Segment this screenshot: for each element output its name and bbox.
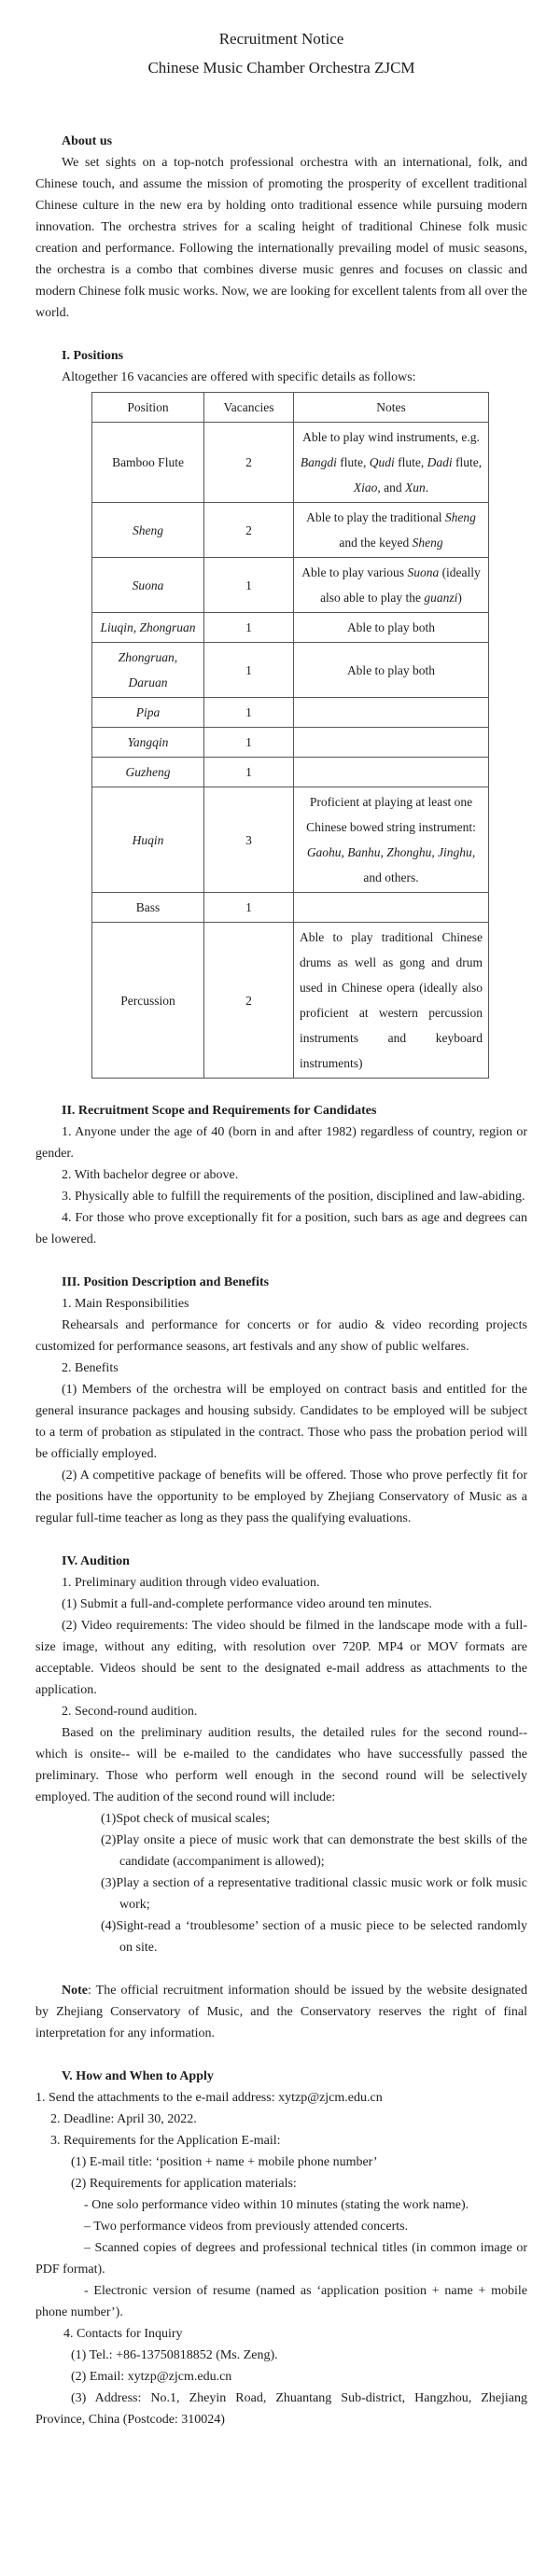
note-label: Note — [62, 1984, 88, 1998]
vacancies-cell: 1 — [204, 558, 294, 613]
table-row — [92, 893, 489, 923]
apply-item-requirements: 3. Requirements for the Application E-mail: — [50, 2134, 281, 2148]
vacancies-cell: 1 — [204, 893, 294, 923]
notes-cell — [294, 893, 489, 923]
position-cell: Huqin — [92, 787, 204, 893]
header-notes: Notes — [294, 393, 489, 423]
notes-cell: Able to play the traditional Sheng and the keyed Sheng — [294, 503, 489, 558]
table-row — [92, 758, 489, 787]
audition-checklist-item: (2)Play onsite a piece of music work that can demonstrate the best skills of the candidate (accompaniment is allowed); — [101, 1833, 527, 1869]
material-item: - One solo performance video within 10 minutes (stating the work name). — [84, 2198, 469, 2212]
table-row — [92, 503, 489, 558]
section3-heading: III. Position Description and Benefits — [62, 1275, 270, 1289]
header-position: Position — [92, 393, 204, 423]
section3-item: (1) Members of the orchestra will be employed on contract basis and entitled for the general insurance packages and housing subsidy. Candidates to be employed will be subject to a term of probation as stipulated in the contract. Those who pass the probation period will be officially employed. — [35, 1383, 527, 1461]
vacancies-cell: 1 — [204, 643, 294, 698]
section3-item: 2. Benefits — [62, 1361, 119, 1375]
audition-checklist-item: (1)Spot check of musical scales; — [101, 1812, 271, 1826]
section4-item: 2. Second-round audition. — [62, 1705, 198, 1719]
section5-heading: V. How and When to Apply — [62, 2069, 214, 2083]
positions-table — [91, 392, 489, 1079]
note-paragraph — [35, 1980, 527, 2044]
notes-cell: Able to play various Suona (ideally also able to play the guanzi) — [294, 558, 489, 613]
about-paragraph: We set sights on a top-notch professional orchestra with an international, folk, and Chinese touch, and assume the mission of promoting the prosperity of excellent traditional Chinese culture in the new era by holding onto traditional essence while pursuing modern innovation. The orchestra strives for a scaling height of traditional Chinese folk music creation and performance. Following the internationally prevailing model of music seasons, the orchestra is a combo that combines diverse music genres and focuses on classic and modern Chinese folk music works. Now, we are looking for excellent talents from all over the world. — [35, 156, 527, 320]
position-cell: Bamboo Flute — [92, 423, 204, 503]
section2-item: 1. Anyone under the age of 40 (born in and after 1982) regardless of country, region or gender. — [35, 1125, 527, 1161]
position-cell: Zhongruan, Daruan — [92, 643, 204, 698]
table-row — [92, 698, 489, 728]
section4-item: (1) Submit a full-and-complete performance video around ten minutes. — [62, 1597, 432, 1611]
section4-heading: IV. Audition — [62, 1554, 130, 1568]
notes-cell — [294, 758, 489, 787]
section2-heading: II. Recruitment Scope and Requirements for Candidates — [62, 1104, 377, 1118]
vacancies-cell: 2 — [204, 923, 294, 1079]
about-heading: About us — [62, 134, 113, 148]
audition-checklist-item: (3)Play a section of a representative traditional classic music work or folk music work; — [101, 1876, 527, 1912]
table-row — [92, 558, 489, 613]
table-row — [92, 923, 489, 1079]
table-row — [92, 643, 489, 698]
positions-intro: Altogether 16 vacancies are offered with specific details as follows: — [62, 370, 416, 384]
position-cell: Liuqin, Zhongruan — [92, 613, 204, 643]
position-cell: Guzheng — [92, 758, 204, 787]
contact-tel: (1) Tel.: +86-13750818852 (Ms. Zeng). — [71, 2348, 278, 2362]
material-item: – Scanned copies of degrees and professional technical titles (in common image or PDF format). — [35, 2241, 527, 2277]
section2-item: 3. Physically able to fulfill the requirements of the position, disciplined and law-abiding. — [62, 1190, 525, 1204]
contact-email: (2) Email: xytzp@zjcm.edu.cn — [71, 2370, 232, 2384]
apply-subitem-email-title: (1) E-mail title: ‘position + name + mobile phone number’ — [71, 2155, 378, 2169]
doc-title: Recruitment Notice — [218, 30, 344, 48]
vacancies-cell: 1 — [204, 698, 294, 728]
apply-item-deadline: 2. Deadline: April 30, 2022. — [50, 2112, 197, 2126]
vacancies-cell: 1 — [204, 728, 294, 758]
notes-cell — [294, 698, 489, 728]
contact-address: (3) Address: No.1, Zheyin Road, Zhuantang Sub-district, Hangzhou, Zhejiang Province, China (Postcode: 310024) — [35, 2391, 527, 2427]
audition-checklist-item: (4)Sight-read a ‘troublesome’ section of a music piece to be selected randomly on site. — [101, 1919, 527, 1955]
section4-item: (2) Video requirements: The video should be filmed in the landscape mode with a full-size image, without any editing, with resolution over 720P. MP4 or MOV formats are acceptable. Videos should be sent to the designated e-mail address as attachments to the application. — [35, 1619, 527, 1697]
material-item: – Two performance videos from previously attended concerts. — [84, 2220, 409, 2234]
section4-item: Based on the preliminary audition results, the detailed rules for the second round-- which is onsite-- will be e-mailed to the candidates who have successfully passed the preliminary. Those who perform well enough in the second round will be selectively employed. The audition of the second round will include: — [35, 1726, 527, 1804]
header-vacancies: Vacancies — [204, 393, 294, 423]
position-cell: Suona — [92, 558, 204, 613]
notes-cell: Able to play both — [294, 643, 489, 698]
notes-cell: Able to play both — [294, 613, 489, 643]
section2-item: 2. With bachelor degree or above. — [62, 1168, 239, 1182]
vacancies-cell: 3 — [204, 787, 294, 893]
vacancies-cell: 2 — [204, 423, 294, 503]
section4-item: 1. Preliminary audition through video evaluation. — [62, 1576, 320, 1590]
table-header-row — [92, 393, 489, 423]
position-cell: Percussion — [92, 923, 204, 1079]
table-row — [92, 423, 489, 503]
vacancies-cell: 1 — [204, 613, 294, 643]
notes-cell — [294, 728, 489, 758]
notes-cell: Able to play traditional Chinese drums as well as gong and drum used in Chinese opera (ideally also proficient at western percussion instruments and keyboard instruments) — [294, 923, 489, 1079]
notes-cell: Able to play wind instruments, e.g. Bangdi flute, Qudi flute, Dadi flute, Xiao, and Xun. — [294, 423, 489, 503]
note-text: : The official recruitment information should be issued by the website designated by Zhejiang Conservatory of Music, and the Conservatory reserves the right of final interpretation for any information. — [35, 1984, 527, 2040]
positions-heading: I. Positions — [62, 349, 124, 363]
apply-subitem-materials: (2) Requirements for application materials: — [71, 2177, 297, 2191]
section2-item: 4. For those who prove exceptionally fit for a position, such bars as age and degrees can be lowered. — [35, 1211, 527, 1246]
section3-item: Rehearsals and performance for concerts or for audio & video recording projects customized for performance seasons, art festivals and any show of public welfares. — [35, 1318, 527, 1354]
section3-item: (2) A competitive package of benefits will be offered. Those who prove perfectly fit for the positions have the opportunity to be employed by Zhejiang Conservatory of Music as a regular full-time teacher as long as they pass the qualifying evaluations. — [35, 1469, 527, 1525]
notes-cell: Proficient at playing at least one Chinese bowed string instrument: Gaohu, Banhu, Zhonghu, Jinghu, and others. — [294, 787, 489, 893]
vacancies-cell: 1 — [204, 758, 294, 787]
material-item: - Electronic version of resume (named as ‘application position + name + mobile phone number’). — [35, 2284, 527, 2319]
apply-item-contacts: 4. Contacts for Inquiry — [63, 2327, 183, 2341]
table-row — [92, 787, 489, 893]
position-cell: Yangqin — [92, 728, 204, 758]
apply-item-email: 1. Send the attachments to the e-mail address: xytzp@zjcm.edu.cn — [35, 2091, 383, 2105]
position-cell: Bass — [92, 893, 204, 923]
table-row — [92, 728, 489, 758]
position-cell: Pipa — [92, 698, 204, 728]
doc-subtitle: Chinese Music Chamber Orchestra ZJCM — [147, 59, 415, 77]
table-row — [92, 613, 489, 643]
section3-item: 1. Main Responsibilities — [62, 1297, 189, 1311]
position-cell: Sheng — [92, 503, 204, 558]
vacancies-cell: 2 — [204, 503, 294, 558]
